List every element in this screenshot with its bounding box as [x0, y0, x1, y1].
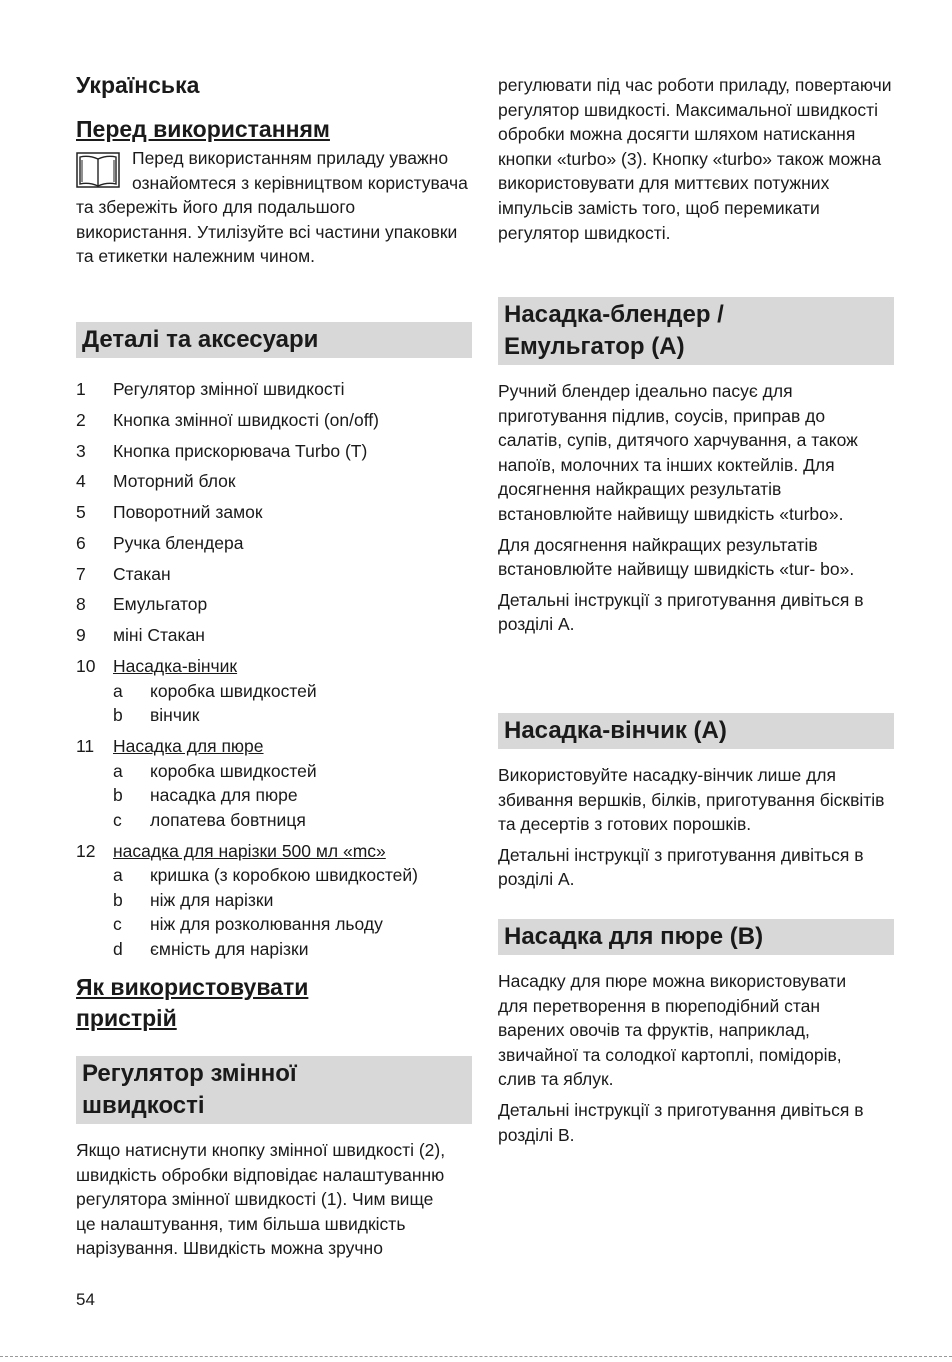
before-use-section: [76, 146, 472, 269]
sub-item-label: коробка швидкостей: [150, 680, 317, 701]
sub-item-label: кришка (з коробкою швидкостей): [150, 865, 419, 886]
parts-list-item: [76, 531, 476, 556]
item-label: насадка для нарізки 500 мл «mc»: [113, 840, 386, 861]
how-to-use-heading: [76, 972, 472, 1034]
sub-item: [76, 863, 476, 888]
sub-item-label: насадка для пюре: [150, 785, 298, 806]
sub-item-label: ємність для нарізки: [150, 938, 309, 959]
item-number: 5: [76, 502, 86, 523]
sub-item-letter: b: [113, 785, 123, 806]
puree-text-1: Насадку для пюре можна використовувати для перетворення в пюреподібний стан варених овочів та фруктів, наприклад, звичайної та солодкої картоплі, помідорів, слив та яблук.: [498, 971, 847, 1090]
parts-list-item: [76, 839, 476, 962]
item-label: Ручка блендера: [113, 532, 244, 553]
sub-item-letter: b: [113, 889, 123, 910]
sub-item: [76, 808, 476, 833]
blender-text-1: Ручний блендер ідеально пасує для приготування підлив, соусів, приправ до салатів, супів, дитячого харчування, а також напоїв, молочних та інших коктейлів. Для досягнення найкращих результатів встановлюйте найвищу швидкість «turbo».: [498, 381, 858, 524]
parts-list-item: [76, 623, 476, 648]
item-label: міні Стакан: [113, 625, 205, 646]
book-icon: [76, 152, 120, 192]
sub-item-letter: a: [113, 680, 123, 701]
puree-heading: Насадка для пюре (B): [498, 919, 894, 955]
parts-list-item: [76, 377, 476, 402]
sub-item-letter: b: [113, 705, 123, 726]
item-label: Кнопка прискорювача Turbo (T): [113, 440, 368, 461]
blender-text-3: Детальні інструкції з приготування дивіться в розділі A.: [498, 589, 864, 635]
speed-regulator-heading-line1: Регулятор змінної: [82, 1060, 297, 1087]
blender-heading-line1: Насадка-блендер /: [504, 301, 724, 328]
whisk-heading: Насадка-вінчик (A): [498, 713, 894, 749]
item-number: 6: [76, 532, 86, 553]
parts-heading: Деталі та аксесуари: [76, 322, 472, 358]
sub-item-letter: c: [113, 914, 122, 935]
sub-item: [76, 679, 476, 704]
puree-section: [498, 969, 878, 1147]
whisk-text-2: Детальні інструкції з приготування дивіться в розділі A.: [498, 844, 864, 890]
sub-item: [76, 888, 476, 913]
item-label: Поворотний замок: [113, 502, 263, 523]
blender-heading-line2: Емульгатор (A): [504, 333, 685, 360]
item-label: Емульгатор: [113, 594, 208, 615]
item-label: Регулятор змінної швидкості: [113, 379, 345, 399]
parts-list-item: [76, 469, 476, 494]
how-to-use-heading-line2: пристрій: [76, 1005, 177, 1031]
before-use-text: Перед використанням приладу уважно ознайомтеся з керівництвом користувача та збережіть його для подальшого використання. Утилізуйте всі частини упаковки та етикетки належним чином.: [76, 148, 468, 267]
parts-list-item: [76, 734, 476, 832]
sub-item-label: лопатева бовтниця: [150, 809, 306, 830]
item-label: Насадка-вінчик: [113, 656, 238, 677]
parts-list-item: [76, 408, 476, 433]
whisk-text-1: Використовуйте насадку-вінчик лише для збивання вершків, білків, приготування бісквітів та десертів з готових порошків.: [498, 765, 885, 835]
parts-list: [76, 377, 476, 962]
sub-item: [76, 912, 476, 937]
speed-regulator-heading: [76, 1056, 472, 1124]
item-label: Кнопка змінної швидкості (on/off): [113, 409, 379, 430]
item-number: 10: [76, 656, 96, 677]
speed-regulator-text-continued: регулювати під час роботи приладу, повертаючи регулятор швидкості. Максимальної швидкості обробки можна досягти шляхом натискання кнопки «turbo» (3). Кнопку «turbo» також можна використовувати для миттєвих потужних імпульсів замість того, щоб перемикати регулятор швидкості.: [498, 75, 892, 243]
speed-regulator-text: Якщо натиснути кнопку змінної швидкості (2), швидкість обробки відповідає налаштуванню регулятора змінної швидкості (1). Чим вище це налаштування, тим більша швидкість нарізування. Швидкість можна зручно: [76, 1140, 446, 1259]
whisk-section: [498, 763, 898, 892]
item-number: 8: [76, 594, 86, 615]
sub-item: [76, 783, 476, 808]
item-number: 1: [76, 379, 86, 399]
blender-text-2: Для досягнення найкращих результатів встановлюйте найвищу швидкість «tur- bo».: [498, 534, 855, 580]
item-label: Стакан: [113, 563, 171, 584]
item-number: 11: [76, 736, 95, 756]
puree-text-2: Детальні інструкції з приготування дивіться в розділі B.: [498, 1099, 864, 1145]
item-number: 7: [76, 563, 86, 584]
speed-regulator-heading-line2: швидкості: [82, 1092, 205, 1119]
sub-item-letter: d: [113, 938, 123, 959]
item-number: 2: [76, 409, 86, 430]
item-number: 9: [76, 625, 86, 646]
parts-list-item: [76, 592, 476, 617]
parts-list-item: [76, 439, 476, 464]
item-label: Насадка для пюре: [113, 736, 264, 756]
parts-list-item: [76, 562, 476, 587]
sub-item-label: вінчик: [150, 705, 200, 726]
sub-item-letter: c: [113, 809, 122, 830]
sub-item: [76, 759, 476, 784]
sub-item-letter: a: [113, 760, 123, 781]
blender-section: [498, 379, 876, 637]
item-number: 12: [76, 840, 96, 861]
sub-item-label: коробка швидкостей: [150, 760, 317, 781]
parts-list-item: [76, 654, 476, 728]
item-number: 3: [76, 440, 86, 461]
item-number: 4: [76, 471, 86, 492]
item-label: Моторний блок: [113, 471, 236, 492]
sub-item-label: ніж для розколювання льоду: [150, 914, 383, 935]
page-number: 54: [76, 1290, 95, 1309]
sub-item: [76, 703, 476, 728]
how-to-use-heading-line1: Як використовувати: [76, 974, 309, 1000]
sub-item-letter: a: [113, 865, 123, 886]
sub-item-label: ніж для нарізки: [150, 889, 274, 910]
page-edge-divider: [0, 1356, 952, 1357]
before-use-heading: Перед використанням: [76, 116, 330, 142]
language-title: Українська: [76, 72, 200, 98]
parts-list-item: [76, 500, 476, 525]
blender-heading: [498, 297, 894, 365]
sub-item: [76, 937, 476, 962]
